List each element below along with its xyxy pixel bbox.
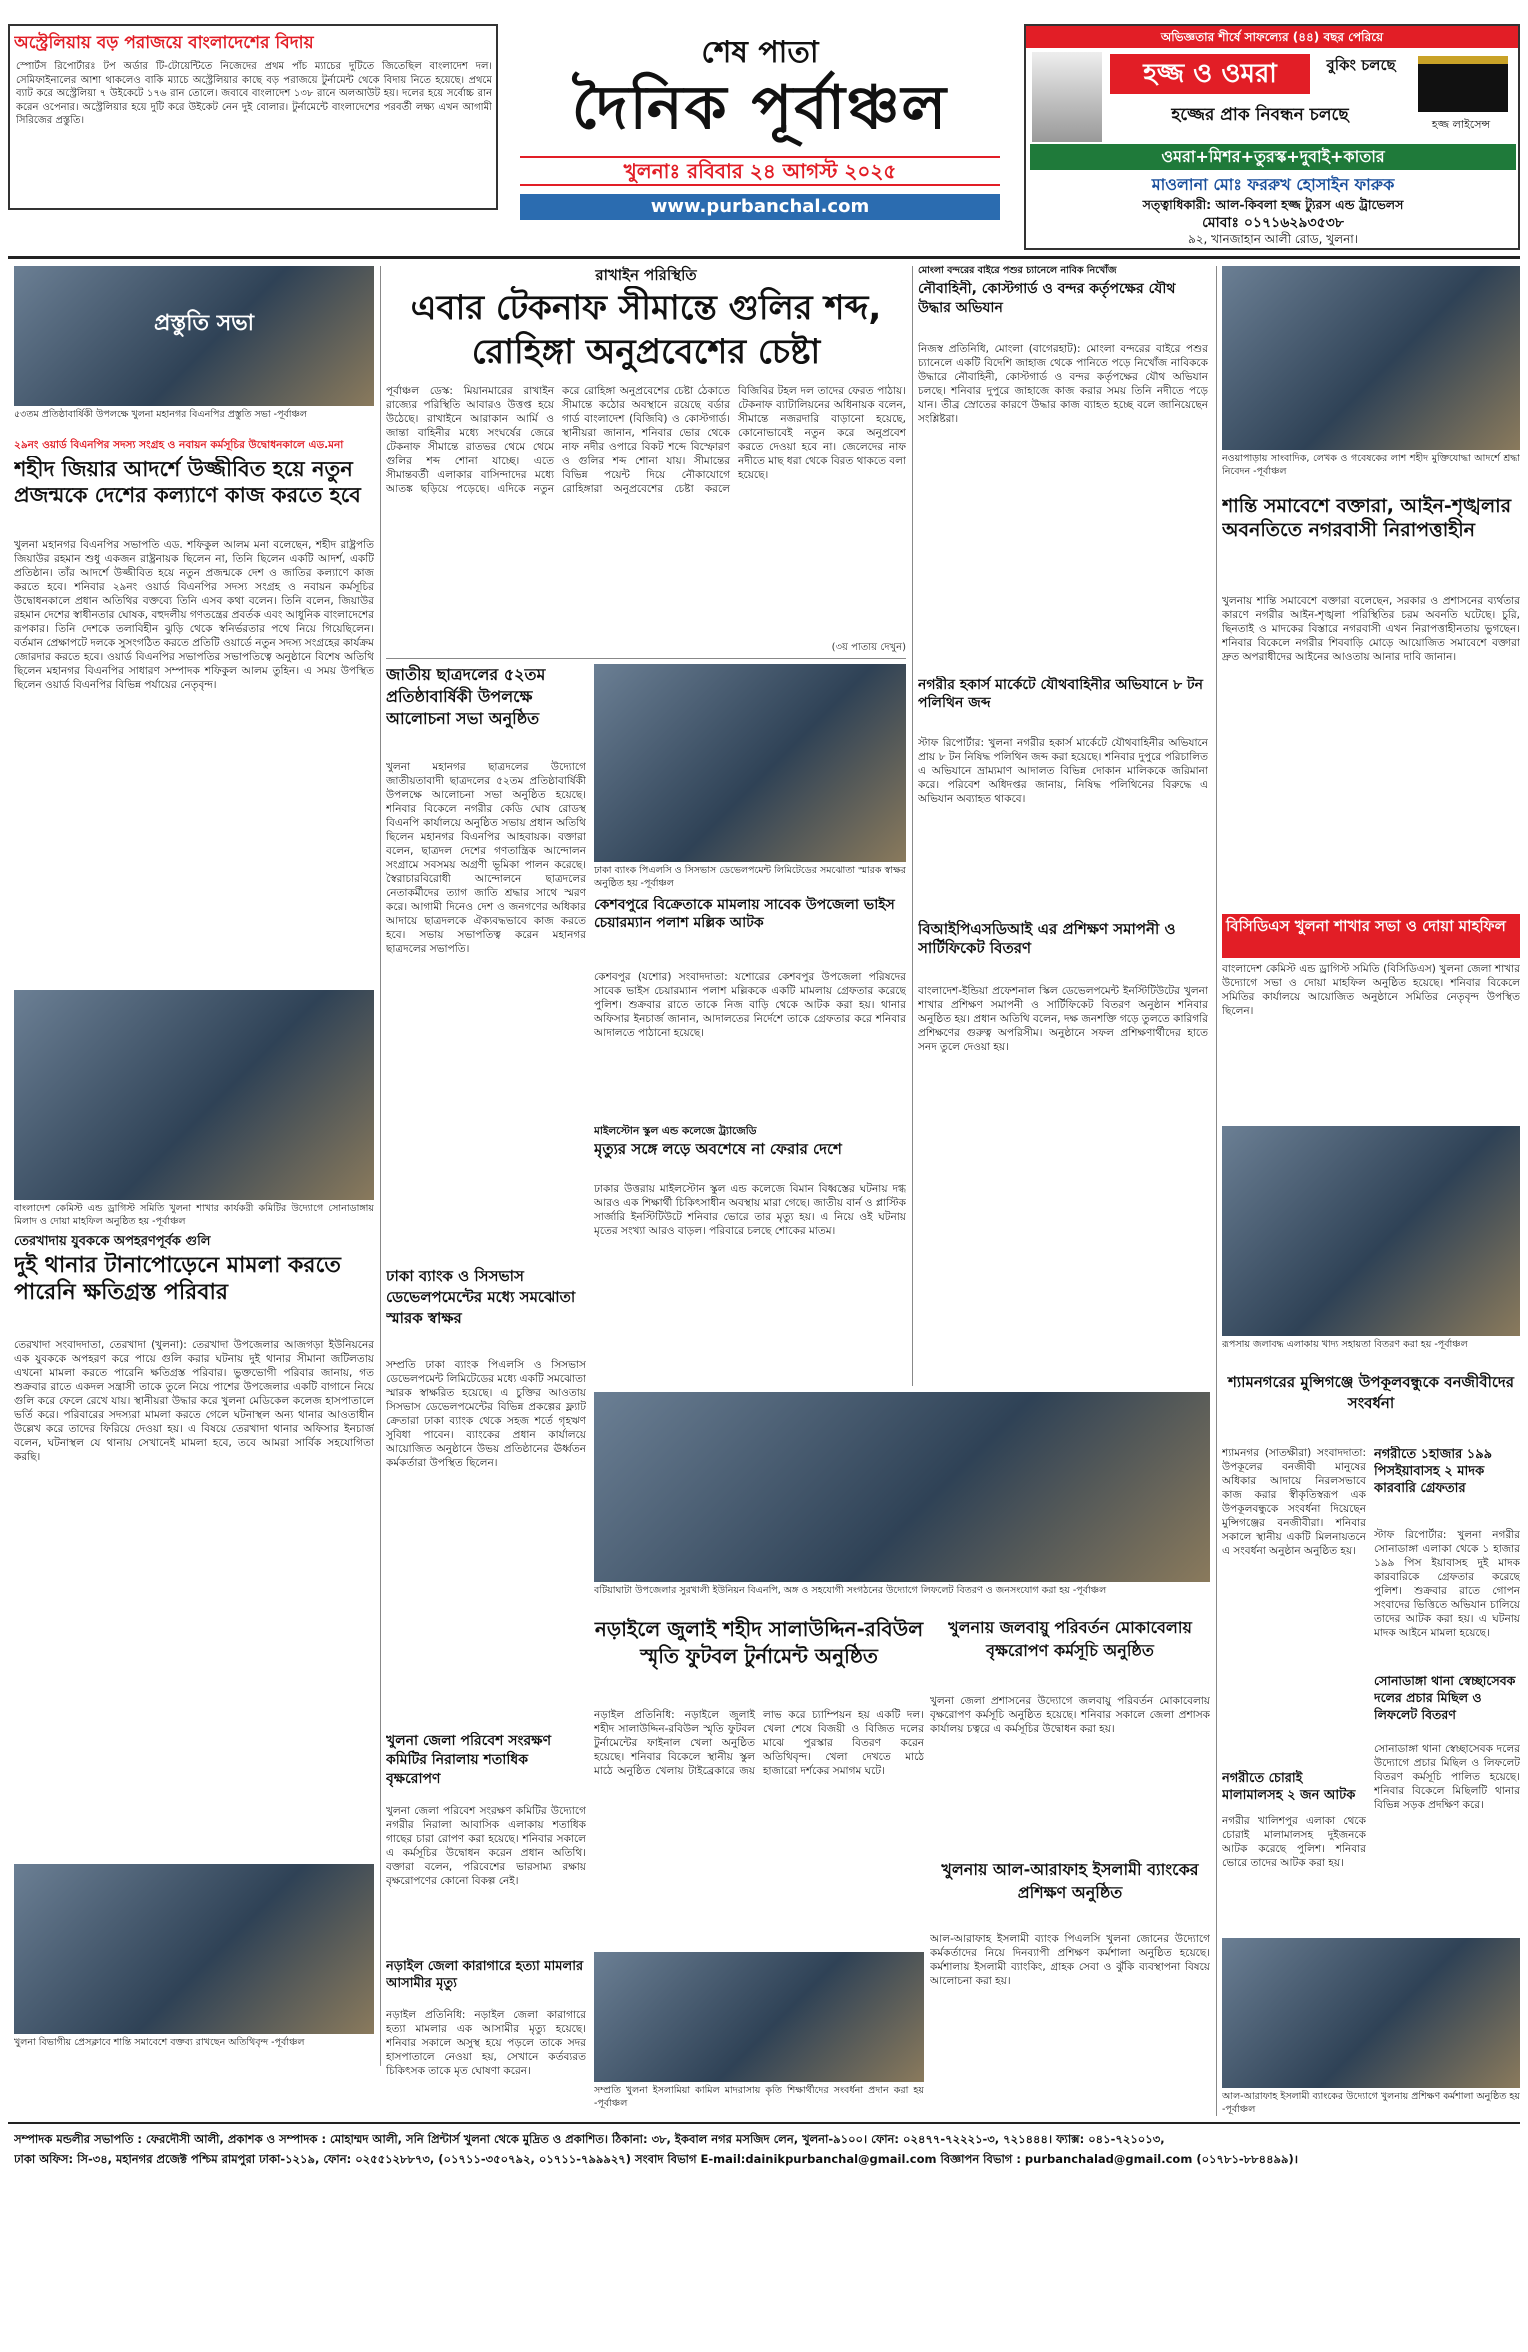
col3-headline3b: মৃত্যুর সঙ্গে লড়ে অবশেষে না ফেরার দেশে: [594, 1140, 842, 1158]
col1-photo2-caption: বাংলাদেশ কেমিস্ট এন্ড ড্রাগিস্ট সমিতি খুলনা শাখার কার্যকরী কমিটির উদ্যোগে সোনাডাঙ্গায় মিলাদ ও দোয়া মাহফিল অনুষ্ঠিত হয় -পূর্বাঞ্চল: [14, 1203, 374, 1227]
hajj-ad-person: মাওলানা মোঃ ফররুখ হোসাইন ফারুক: [1151, 175, 1395, 194]
col1-body: খুলনা মহানগর বিএনপির সভাপতি এড. শফিকুল আলম মনা বলেছেন, শহীদ রাষ্ট্রপতি জিয়াউর রহমান শুধু একজন রাষ্ট্রনায়ক ছিলেন না, তিনি ছিলেন একটি আদর্শ, একটি প্রতিষ্ঠান। তাঁর আদর্শে উজ্জীবিত হয়ে নতুন প্রজন্মকে দেশ ও জাতির কল্যাণে কাজ করতে হবে। শনিবার ২৯নং ওয়ার্ড বিএনপির সদস্য সংগ্রহ ও নবায়ন কর্মসূচির উদ্বোধনকালে প্রধান অতিথির বক্তব্যে তিনি এসব কথা বলেন। তিনি বলেন, জিয়াউর রহমান দেশের স্বাধীনতার ঘোষক, বহুদলীয় গণতন্ত্রের প্রবর্তক এবং আধুনিক বাংলাদেশের রূপকার। তিনি দেশকে তলাবিহীন ঝুড়ি থেকে স্বনির্ভরতার পথে নিয়ে গিয়েছিলেন। বর্তমান প্রেক্ষাপটে দলকে সুসংগঠিত করতে প্রতিটি ওয়ার্ডে নতুন সদস্য সংগ্রহের কার্যক্রম জোরদার করতে হবে। ওয়ার্ড বিএনপির সভাপতির সভাপতিত্বে অনুষ্ঠানে বিশেষ অতিথি ছিলেন মহানগর বিএনপির সাধারণ সম্পাদক শফিকুল আলম তুহিন। এ সময় উপস্থিত ছিলেন ওয়ার্ড বিএনপির বিভিন্ন পর্যায়ের নেতৃবৃন্দ।: [14, 539, 374, 691]
col5-headline: শান্তি সমাবেশে বক্তারা, আইন-শৃঙ্খলার অবনতিতে নগরবাসী নিরাপত্তাহীন: [1222, 495, 1512, 541]
hajj-ad-line2: ওমরা+মিশর+তুরস্ক+দুবাই+কাতার: [1030, 144, 1516, 170]
hajj-ad-tag: অভিজ্ঞতার শীর্ষে সাফল্যের (৪৪) বছর পেরিয়ে: [1026, 26, 1518, 48]
col1-body2: তেরখাদা সংবাদদাতা, তেরখাদা (খুলনা): তেরখাদা উপজেলার আজগড়া ইউনিয়নের এক যুবককে অপহরণ করে পায়ে গুলি করার ঘটনায় দুই থানার সীমানা জটিলতায় এখনো মামলা করতে পারেনি ক্ষতিগ্রস্ত পরিবার। ভুক্তভোগী পরিবার জানায়, গত শুক্রবার রাতে একদল সন্ত্রাসী তাকে তুলে নিয়ে পাশের উপজেলার একটি বাগানে নিয়ে গুলি করে ফেলে রেখে যায়। স্থানীয়রা উদ্ধার করে খুলনা মেডিকেল কলেজ হাসপাতালে ভর্তি করে। পরিবারের সদস্যরা মামলা করতে গেলে ঘটনাস্থল অন্য থানার আওতাধীন উল্লেখ করে তাদের ফিরিয়ে দেওয়া হয়। এ বিষয়ে তেরখাদা থানার অফিসার ইনচার্জ বলেন, ঘটনাস্থল যে থানায় সেখানেই মামলা হবে, তবে আমরা সার্বিক সহযোগিতা করছি।: [14, 1339, 374, 1463]
col3-headline6: নড়াইল জেলা কারাগারে হত্যা মামলার আসামীর মৃত্যু: [386, 1959, 584, 1991]
col3-headline4: ঢাকা ব্যাংক ও সিসভাস ডেভেলপমেন্টের মধ্যে সমঝোতা স্মারক স্বাক্ষর: [386, 1267, 576, 1327]
masthead-dateline: খুলনাঃ রবিবার ২৪ আগস্ট ২০২৫: [520, 156, 1000, 186]
col4-headline5: খুলনায় আল-আরাফাহ ইসলামী ব্যাংকের প্রশিক্ষণ অনুষ্ঠিত: [941, 1860, 1199, 1902]
masthead-website[interactable]: www.purbanchal.com: [520, 194, 1000, 220]
hajj-ad-title: হজ্জ ও ওমরা: [1110, 54, 1310, 94]
bottom-center-headline: নড়াইলে জুলাই শহীদ সালাউদ্দিন-রবিউল স্মৃতি ফুটবল টুর্নামেন্ট অনুষ্ঠিত: [594, 1617, 924, 1668]
kaaba-icon: [1418, 56, 1508, 112]
col5-photo3-caption: আল-আরাফাহ ইসলামী ব্যাংকের উদ্যোগে খুলনায় প্রশিক্ষণ কর্মশালা অনুষ্ঠিত হয় -পূর্বাঞ্চল: [1222, 2091, 1520, 2115]
col3-headline3: মাইলস্টোন স্কুল এন্ড কলেজে ট্র্যাজেডি: [594, 1125, 757, 1137]
col1-photo1: [14, 266, 374, 406]
col3-headline: জাতীয় ছাত্রদলের ৫২তম প্রতিষ্ঠাবার্ষিকী উপলক্ষে আলোচনা সভা অনুষ্ঠিত: [386, 665, 546, 728]
col3-body6: নড়াইল প্রতিনিধি: নড়াইল জেলা কারাগারে হত্যা মামলার এক আসামীর মৃত্যু হয়েছে। শনিবার সকালে অসুস্থ হয়ে পড়লে তাকে সদর হাসপাতালে নেওয়া হয়, সেখানে কর্তব্যরত চিকিৎসক তাকে মৃত ঘোষণা করেন।: [386, 2009, 586, 2077]
masthead-section: শেষ পাতা: [701, 35, 819, 70]
top-left-headline: অস্ট্রেলিয়ায় বড় পরাজয়ে বাংলাদেশের বিদায়: [14, 33, 314, 53]
col3-divider: [912, 266, 913, 1386]
col5-body6: নগরীর খালিশপুর এলাকা থেকে চোরাই মালামালসহ দুইজনকে আটক করেছে পুলিশ। শনিবার ভোরে তাদের আটক করা হয়।: [1222, 1815, 1366, 1869]
col3-body3: ঢাকার উত্তরায় মাইলস্টোন স্কুল এন্ড কলেজে বিমান বিধ্বস্তের ঘটনায় দগ্ধ আরও এক শিক্ষার্থী চিকিৎসাধীন অবস্থায় মারা গেছে। জাতীয় বার্ন ও প্লাস্টিক সার্জারি ইনস্টিটিউটে শনিবার ভোরে তার মৃত্যু হয়। এ নিয়ে ওই ঘটনায় মৃতের সংখ্যা আরও বাড়ল। পরিবারে চলছে শোকের মাতম।: [594, 1183, 906, 1237]
person-photo: [1032, 52, 1102, 142]
hajj-ad-phone[interactable]: মোবাঃ ০১৭১৬২৯৩৫৩৮: [1202, 215, 1344, 231]
col1-photo1-note: ৫৩তম প্রতিষ্ঠাবার্ষিকী উপলক্ষে খুলনা মহানগর বিএনপির প্রস্তুতি সভা -পূর্বাঞ্চল: [14, 409, 307, 420]
lead-divider: [386, 658, 906, 659]
footer-line2: ঢাকা অফিস: সি-৩৪, মহানগর প্রজেক্ট পশ্চিম রামপুরা ঢাকা-১২১৯, ফোন: ০২৫৫১২৮৮৭৩, (০১৭১১-৩৫০৭৯২, ০১৭১১-৭৯৯৯২৭) সংবাদ বিভাগ E-mail:dainikpurbanchal@gmail.com বিজ্ঞাপন বিভাগ : purbanchalad@gmail.com (০১৭৮১-৮৮৪৪৯৯)।: [14, 2152, 1299, 2166]
bottom-center-photo2-caption: সম্প্রতি খুলনা ইসলামিয়া কামিল মাদরাসায় কৃতি শিক্ষার্থীদের সংবর্ধনা প্রদান করা হয় -পূর্বাঞ্চল: [594, 2085, 924, 2109]
top-left-body: স্পোর্টস রিপোর্টারঃ টপ অর্ডার টি-টোয়েন্টিতে নিজেদের প্রথম পাঁচ ম্যাচের দুটিতে জিতেছিল বাংলাদেশ দল। সেমিফাইনালের আশা থাকলেও বাকি ম্যাচে অস্ট্রেলিয়ার কাছে বড় পরাজয়ে টুর্নামেন্ট থেকে বিদায় নিতে হয়েছে। প্রথমে ব্যাট করে অস্ট্রেলিয়া ৭ উইকেটে ১৭৬ রান তোলে। জবাবে বাংলাদেশ ১৩৮ রানে অলআউট হয়। দলের হয়ে সর্বোচ্চ রান করেন ওপেনার। অস্ট্রেলিয়ার হয়ে দুটি করে উইকেট নেন দুই বোলার। টুর্নামেন্টে বাংলাদেশের পরবর্তী লক্ষ্য এখন আগামী সিরিজের প্রস্তুতি।: [16, 61, 492, 127]
col1-photo2: [14, 990, 374, 1200]
bottom-center-photo: [594, 1392, 1210, 1582]
col3-body4: সম্প্রতি ঢাকা ব্যাংক পিএলসি ও সিসভাস ডেভেলপমেন্ট লিমিটেডের মধ্যে একটি সমঝোতা স্মারক স্বাক্ষরিত হয়েছে। এ চুক্তির আওতায় সিসভাস ডেভেলপমেন্টের বিভিন্ন প্রকল্পের ফ্ল্যাট ক্রেতারা ঢাকা ব্যাংক থেকে সহজ শর্তে গৃহঋণ সুবিধা পাবেন। ব্যাংকের প্রধান কার্যালয়ে আয়োজিত অনুষ্ঠানে উভয় প্রতিষ্ঠানের ঊর্ধ্বতন কর্মকর্তারা উপস্থিত ছিলেন।: [386, 1359, 586, 1469]
col3-body2: কেশবপুর (যশোর) সংবাদদাতা: যশোরের কেশবপুর উপজেলা পরিষদের সাবেক ভাইস চেয়ারম্যান পলাশ মল্লিককে একটি মামলায় গ্রেফতার করেছে পুলিশ। শুক্রবার রাতে তাকে নিজ বাড়ি থেকে আটক করা হয়। থানার অফিসার ইনচার্জ জানান, আদালতের নির্দেশে তাকে গ্রেফতার করে শনিবার আদালতে পাঠানো হয়েছে।: [594, 971, 906, 1039]
hajj-ad-license: হজ্জ লাইসেন্স: [1431, 118, 1491, 131]
hajj-ad-owner: সত্ত্বাধিকারী: আল-কিবলা হজ্জ ট্যুরস এন্ড ট্রাভেলস: [1142, 197, 1404, 212]
col5-body4: স্টাফ রিপোর্টার: খুলনা নগরীর সোনাডাঙ্গা এলাকা থেকে ১ হাজার ১৯৯ পিস ইয়াবাসহ দুই মাদক কারবারিকে গ্রেফতার করেছে পুলিশ। শুক্রবার রাতে গোপন সংবাদের ভিত্তিতে অভিযান চালিয়ে তাদের আটক করা হয়। এ ঘটনায় মাদক আইনে মামলা হয়েছে।: [1374, 1529, 1520, 1639]
hajj-ad-badge: বুকিং চলছে: [1326, 56, 1396, 74]
bottom-center-photo-caption: বটিয়াঘাটা উপজেলার সুরখালী ইউনিয়ন বিএনপি, অঙ্গ ও সহযোগী সংগঠনের উদ্যোগে লিফলেট বিতরণ ও জনসংযোগ করা হয় -পূর্বাঞ্চল: [594, 1585, 1107, 1596]
top-divider: [8, 256, 1520, 259]
col5-body2: বাংলাদেশ কেমিস্ট এন্ড ড্রাগিস্ট সমিতি (বিসিডিএস) খুলনা জেলা শাখার উদ্যোগে সভা ও দোয়া মাহফিল অনুষ্ঠিত হয়েছে। শনিবার বিকেলে সমিতির কার্যালয়ে আয়োজিত অনুষ্ঠানে সমিতির নেতৃবৃন্দ উপস্থিত ছিলেন।: [1222, 963, 1520, 1017]
col4-headline3: বিআইপিএসডিআই এর প্রশিক্ষণ সমাপনী ও সার্টিফিকেট বিতরণ: [918, 920, 1176, 957]
col4-headline2: নগরীর হকার্স মার্কেটে যৌথবাহিনীর অভিযানে ৮ টন পলিথিন জব্দ: [918, 677, 1203, 711]
hajj-ad: [1024, 24, 1520, 250]
col4-headline4: খুলনায় জলবায়ু পরিবর্তন মোকাবেলায় বৃক্ষরোপণ কর্মসূচি অনুষ্ঠিত: [948, 1618, 1192, 1660]
col3-headline2: কেশবপুরে বিক্রেতাকে মামলায় সাবেক উপজেলা ভাইস চেয়ারম্যান পলাশ মল্লিক আটক: [594, 897, 895, 931]
col5-body3: শ্যামনগর (সাতক্ষীরা) সংবাদদাতা: উপকূলের বনজীবী মানুষের অধিকার আদায়ে নিরলসভাবে কাজ করার স্বীকৃতিস্বরূপ এক উপকূলবন্ধুকে সংবর্ধনা দিয়েছেন মুন্সিগঞ্জের বনজীবীরা। শনিবার সকালে স্থানীয় একটি মিলনায়তনে এ সংবর্ধনা অনুষ্ঠান অনুষ্ঠিত হয়।: [1222, 1447, 1366, 1557]
col1-photo1-caption: প্রস্তুতি সভা: [154, 311, 255, 336]
col4-headline: নৌবাহিনী, কোস্টগার্ড ও বন্দর কর্তৃপক্ষের যৌথ উদ্ধার অভিযান: [918, 281, 1176, 316]
col3-photo: [594, 664, 906, 862]
col3-photo-caption: ঢাকা ব্যাংক পিএলসি ও সিসভাস ডেভেলপমেন্ট লিমিটেডের সমঝোতা স্মারক স্বাক্ষর অনুষ্ঠিত হয় -পূর্বাঞ্চল: [594, 865, 906, 889]
col5-headline6: নগরীতে চোরাই মালামালসহ ২ জন আটক: [1222, 1771, 1356, 1803]
col5-photo2: [1222, 1126, 1520, 1336]
col1-photo3: [14, 1864, 374, 2034]
col5-photo3: [1222, 1938, 1520, 2088]
bottom-center-photo2: [594, 1952, 924, 2082]
col4-body4: খুলনা জেলা প্রশাসনের উদ্যোগে জলবায়ু পরিবর্তন মোকাবেলায় বৃক্ষরোপণ কর্মসূচি অনুষ্ঠিত হয়েছে। শনিবার সকালে জেলা প্রশাসক কার্যালয় চত্বরে এ কর্মসূচির উদ্বোধন করা হয়।: [930, 1695, 1210, 1735]
col4-body3: বাংলাদেশ-ইন্ডিয়া প্রফেশনাল স্কিল ডেভেলপমেন্ট ইনস্টিটিউটের খুলনা শাখার প্রশিক্ষণ সমাপনী ও সার্টিফিকেট বিতরণ অনুষ্ঠান শনিবার অনুষ্ঠিত হয়। প্রধান অতিথি বলেন, দক্ষ জনশক্তি গড়ে তুলতে কারিগরি প্রশিক্ষণের গুরুত্ব অপরিসীম। অনুষ্ঠানে সফল প্রশিক্ষণার্থীদের হাতে সনদ তুলে দেওয়া হয়।: [918, 985, 1208, 1053]
col3-body5: খুলনা জেলা পরিবেশ সংরক্ষণ কমিটির উদ্যোগে নগরীর নিরালা আবাসিক এলাকায় শতাধিক গাছের চারা রোপণ করা হয়েছে। শনিবার সকালে এ কর্মসূচির উদ্বোধন করেন প্রধান অতিথি। বক্তারা বলেন, পরিবেশের ভারসাম্য রক্ষায় বৃক্ষরোপণের কোনো বিকল্প নেই।: [386, 1805, 586, 1887]
hajj-ad-address: ৯২, খানজাহান আলী রোড, খুলনা।: [1187, 232, 1359, 246]
col1-headline2: দুই থানার টানাপোড়েনে মামলা করতে পারেনি ক্ষতিগ্রস্ত পরিবার: [14, 1253, 341, 1305]
lead-headline: এবার টেকনাফ সীমান্তে গুলির শব্দ, রোহিঙ্গা অনুপ্রবেশের চেষ্টা: [410, 288, 882, 372]
col5-headline4: নগরীতে ১হাজার ১৯৯ পিসইয়াবাসহ ২ মাদক কারবারি গ্রেফতার: [1374, 1447, 1493, 1496]
hajj-ad-line1: হজ্জের প্রাক নিবন্ধন চলছে: [1171, 105, 1349, 125]
col5-photo1: [1222, 266, 1520, 450]
top-left-news-box: [8, 24, 498, 210]
col4-kicker: মোংলা বন্দরের বাইরে পশুর চ্যানেলে নাবিক নিখোঁজ: [918, 265, 1117, 276]
col1-photo3-caption: খুলনা বিভাগীয় প্রেসক্লাবে শান্তি সমাবেশে বক্তব্য রাখছেন অতিথিবৃন্দ -পূর্বাঞ্চল: [14, 2037, 305, 2048]
footer-rule: [8, 2122, 1520, 2124]
col1-kicker2: তেরখাদায় যুবককে অপহরণপূর্বক গুলি: [14, 1234, 211, 1249]
lead-body: পূর্বাঞ্চল ডেস্ক: মিয়ানমারের রাখাইন রাজ্যের পরিস্থিতি আবারও উত্তপ্ত হয়ে উঠেছে। রাখাইনে আরাকান আর্মি ও জান্তা বাহিনীর মধ্যে সংঘর্ষের জেরে টেকনাফ সীমান্তে রাতভর থেমে থেমে গুলির শব্দ শোনা যাচ্ছে। এতে সীমান্তবর্তী এলাকার বাসিন্দাদের মধ্যে আতঙ্ক ছড়িয়ে পড়েছে। এদিকে নতুন করে রোহিঙ্গা অনুপ্রবেশের চেষ্টা ঠেকাতে সীমান্তে কঠোর অবস্থানে রয়েছে বর্ডার গার্ড বাংলাদেশ (বিজিবি) ও কোস্টগার্ড। স্থানীয়রা জানান, শনিবার ভোর থেকে নাফ নদীর ওপারে বিকট শব্দে বিস্ফোরণ ও গুলির শব্দ শোনা যায়। সীমান্তের বিভিন্ন পয়েন্ট দিয়ে নৌকাযোগে রোহিঙ্গারা অনুপ্রবেশের চেষ্টা করলে বিজিবির টহল দল তাদের ফেরত পাঠায়। টেকনাফ ব্যাটালিয়নের অধিনায়ক বলেন, সীমান্তে নজরদারি বাড়ানো হয়েছে, কোনোভাবেই নতুন করে অনুপ্রবেশ করতে দেওয়া হবে না। জেলেদের নাফ নদীতে মাছ ধরা থেকে বিরত থাকতে বলা হয়েছে।: [386, 385, 906, 495]
bottom-center-body: নড়াইল প্রতিনিধি: নড়াইলে জুলাই শহীদ সালাউদ্দিন-রবিউল স্মৃতি ফুটবল টুর্নামেন্টের ফাইনাল খেলা অনুষ্ঠিত হয়েছে। শনিবার বিকেলে স্থানীয় স্কুল মাঠে অনুষ্ঠিত খেলায় টাইব্রেকারে জয় লাভ করে চ্যাম্পিয়ন হয় একটি দল। খেলা শেষে বিজয়ী ও বিজিত দলের মাঝে পুরস্কার বিতরণ করেন অতিথিবৃন্দ। খেলা দেখতে মাঠে হাজারো দর্শকের সমাগম ঘটে।: [594, 1709, 924, 1777]
col3-body: খুলনা মহানগর ছাত্রদলের উদ্যোগে জাতীয়তাবাদী ছাত্রদলের ৫২তম প্রতিষ্ঠাবার্ষিকী উপলক্ষে আলোচনা সভা অনুষ্ঠিত হয়েছে। শনিবার বিকেলে নগরীর কেডি ঘোষ রোডস্থ বিএনপি কার্যালয়ে অনুষ্ঠিত সভায় প্রধান অতিথি ছিলেন মহানগর বিএনপির আহবায়ক। বক্তারা বলেন, ছাত্রদল দেশের গণতান্ত্রিক আন্দোলন সংগ্রামে সবসময় অগ্রণী ভূমিকা পালন করেছে। স্বৈরাচারবিরোধী আন্দোলনে ছাত্রদলের নেতাকর্মীদের ত্যাগ জাতি শ্রদ্ধার সাথে স্মরণ করে। আগামী দিনেও দেশ ও জনগণের অধিকার আদায়ে ছাত্রদলকে ঐক্যবদ্ধভাবে কাজ করতে হবে। সভায় সভাপতিত্ব করেন মহানগর ছাত্রদলের সভাপতি।: [386, 761, 586, 955]
footer-line1: সম্পাদক মন্ডলীর সভাপতি : ফেরদৌসী আলী, প্রকাশক ও সম্পাদক : মোহাম্মদ আলী, সনি প্রিন্টার্স খুলনা থেকে মুদ্রিত ও প্রকাশিত। ঠিকানা: ৩৮, ইকবাল নগর মসজিদ লেন, খুলনা-৯১০০। ফোন: ০২৪৭৭-৭২২২১-৩, ৭২১৪৪৪। ফ্যাক্স: ০৪১-৭২১০১৩,: [14, 2132, 1165, 2146]
col5-photo2-caption: রূপসায় জলাবদ্ধ এলাকায় খাদ্য সহায়তা বিতরণ করা হয় -পূর্বাঞ্চল: [1222, 1339, 1468, 1350]
col5-headline5: সোনাডাঙ্গা থানা স্বেচ্ছাসেবক দলের প্রচার মিছিল ও লিফলেট বিতরণ: [1374, 1673, 1516, 1722]
col3-headline5: খুলনা জেলা পরিবেশ সংরক্ষণ কমিটির নিরালায় শতাধিক বৃক্ষরোপণ: [386, 1733, 552, 1787]
col4-body2: স্টাফ রিপোর্টার: খুলনা নগরীর হকার্স মার্কেটে যৌথবাহিনীর অভিযানে প্রায় ৮ টন নিষিদ্ধ পলিথিন জব্দ করা হয়েছে। শনিবার দুপুরে পরিচালিত এ অভিযানে ভ্রাম্যমাণ আদালত বিভিন্ন দোকান মালিককে জরিমানা করে। পরিবেশ অধিদপ্তর জানায়, নিষিদ্ধ পলিথিনের বিরুদ্ধে এ অভিযান অব্যাহত থাকবে।: [918, 737, 1208, 805]
col5-headline2: বিসিডিএস খুলনা শাখার সভা ও দোয়া মাহফিল: [1222, 914, 1520, 958]
masthead: [510, 24, 1010, 252]
col5-body5: সোনাডাঙ্গা থানা স্বেচ্ছাসেবক দলের উদ্যোগে প্রচার মিছিল ও লিফলেট বিতরণ কর্মসূচি পালিত হয়েছে। শনিবার বিকেলে মিছিলটি থানার বিভিন্ন সড়ক প্রদক্ষিণ করে।: [1374, 1743, 1520, 1811]
col1-kicker: ২৯নং ওয়ার্ড বিএনপির সদস্য সংগ্রহ ও নবায়ন কর্মসূচির উদ্বোধনকালে এড.মনা: [14, 439, 344, 451]
lead-continued: (৩য় পাতায় দেখুন): [831, 642, 906, 653]
lead-kicker: রাখাইন পরিস্থিতি: [595, 266, 697, 284]
col4-divider: [1216, 266, 1217, 2116]
col5-photo1-caption: নওয়াপাড়ায় সাংবাদিক, লেখক ও গবেষকের লাশ শহীদ মুক্তিযোদ্ধা আদর্শে শ্রদ্ধা নিবেদন -পূর্বাঞ্চল: [1222, 453, 1520, 477]
col4-body: নিজস্ব প্রতিনিধি, মোংলা (বাগেরহাট): মোংলা বন্দরের বাইরে পশুর চ্যানেলে একটি বিদেশি জাহাজ থেকে পানিতে পড়ে নিখোঁজ নাবিককে উদ্ধারে নৌবাহিনী, কোস্টগার্ড ও বন্দর কর্তৃপক্ষের যৌথ অভিযান চলছে। শনিবার দুপুরে জাহাজে কাজ করার সময় তিনি নদীতে পড়ে যান। তীব্র স্রোতের কারণে উদ্ধার কাজ ব্যাহত হচ্ছে বলে জানিয়েছেন সংশ্লিষ্টরা।: [918, 343, 1208, 425]
col5-headline3: শ্যামনগরের মুন্সিগঞ্জে উপকূলবন্ধুকে বনজীবীদের সংবর্ধনা: [1227, 1373, 1515, 1412]
col1-headline: শহীদ জিয়ার আদর্শে উজ্জীবিত হয়ে নতুন প্রজন্মকে দেশের কল্যাণে কাজ করতে হবে: [14, 457, 361, 507]
masthead-name: দৈনিক পূর্বাঞ্চল: [571, 73, 949, 143]
col4-body5: আল-আরাফাহ ইসলামী ব্যাংক পিএলসি খুলনা জোনের উদ্যোগে কর্মকর্তাদের নিয়ে দিনব্যাপী প্রশিক্ষণ কর্মশালা অনুষ্ঠিত হয়েছে। কর্মশালায় ইসলামী ব্যাংকিং, গ্রাহক সেবা ও ঝুঁকি ব্যবস্থাপনা বিষয়ে আলোচনা করা হয়।: [930, 1933, 1210, 1987]
col5-body: খুলনায় শান্তি সমাবেশে বক্তারা বলেছেন, সরকার ও প্রশাসনের ব্যর্থতার কারণে নগরীর আইন-শৃঙ্খলা পরিস্থিতির চরম অবনতি ঘটেছে। চুরি, ছিনতাই ও মাদকের বিস্তারে নগরবাসী এখন নিরাপত্তাহীনতায় ভুগছেন। শনিবার বিকেলে নগরীর শিববাড়ি মোড়ে আয়োজিত সমাবেশে বক্তারা দ্রুত অপরাধীদের আইনের আওতায় আনার দাবি জানান।: [1222, 595, 1520, 663]
col1-divider: [380, 266, 381, 2066]
